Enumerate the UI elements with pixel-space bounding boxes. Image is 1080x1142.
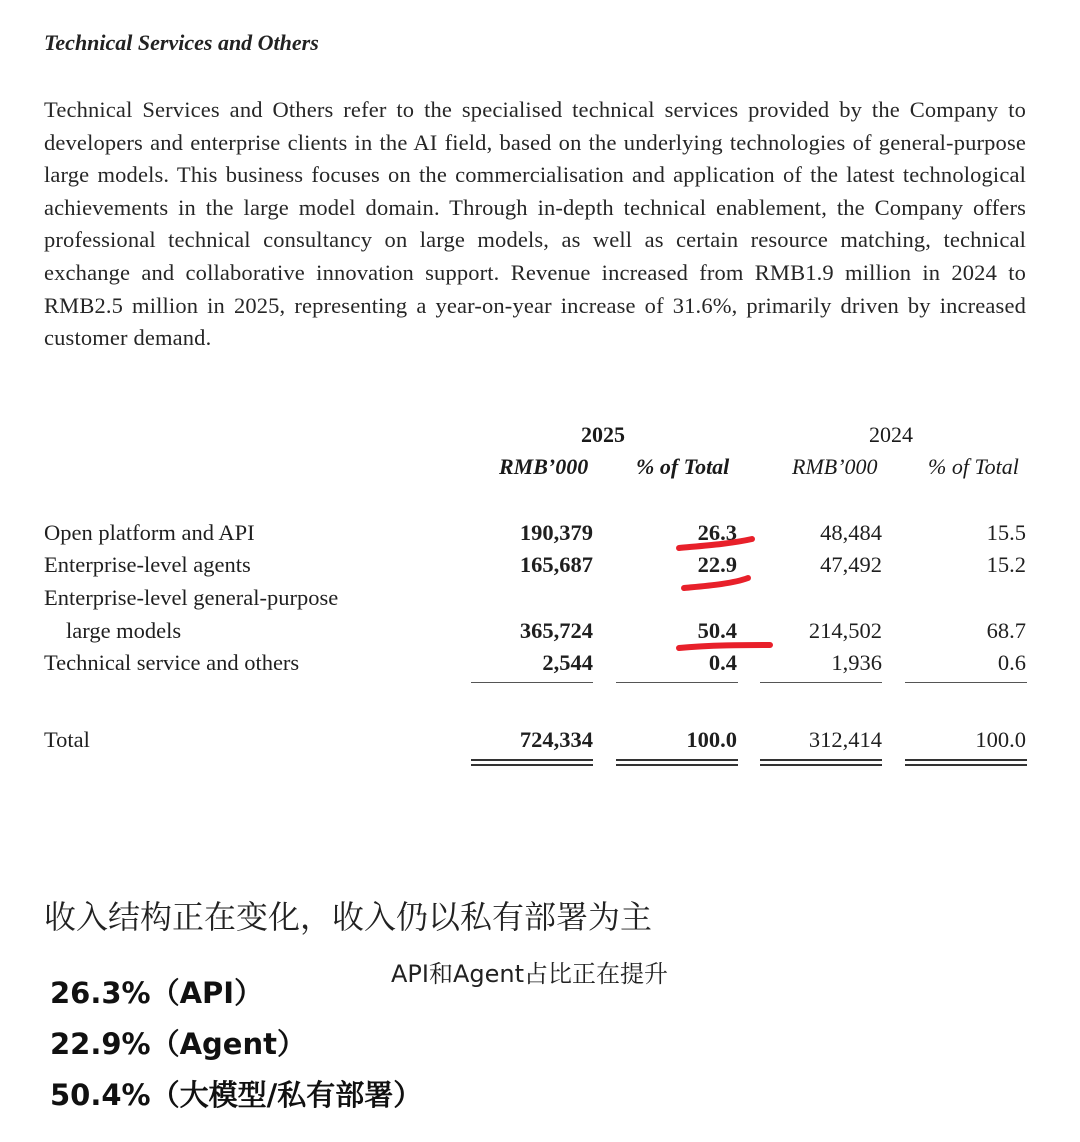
header-pct-2024: % of Total: [928, 454, 1019, 479]
row-label: Open platform and API: [44, 520, 255, 545]
cell-pct-2024: 15.2: [986, 552, 1026, 577]
section-paragraph: Technical Services and Others refer to the specialised technical services provided by the Company to developers and enterprise clients in the AI field, based on the underlying technologies of general-purpose large models. This business focuses on the commercialisation and application of the latest technological achievements in the large model domain. Through in-depth technical enablement, the Company offers professional technical consultancy on large models, as well as certain resource matching, technical exchange and collaborative innovation support. Revenue increased from RMB1.9 million in 2024 to RMB2.5 million in 2025, representing a year-on-year increase of 31.6%, primarily driven by increased customer demand.: [44, 97, 1026, 351]
cell-rmb-2024: 47,492: [820, 552, 882, 577]
annotation-note: API和Agent占比正在提升: [391, 960, 669, 988]
total-rmb-2024: 312,414: [808, 727, 882, 752]
header-year-2024: 2024: [869, 422, 913, 447]
total-pct-2024: 100.0: [975, 727, 1026, 752]
total-pct-2025: 100.0: [686, 727, 737, 752]
header-pct-2025: % of Total: [636, 454, 730, 479]
header-year-2025: 2025: [581, 422, 625, 447]
row-label-continued: large models: [66, 618, 182, 643]
cell-rmb-2025: 190,379: [519, 520, 593, 545]
header-rmb-2024: RMB’000: [792, 454, 878, 479]
red-underline-mark: [679, 539, 752, 548]
cell-rmb-2024: 214,502: [808, 618, 882, 643]
cell-pct-2024: 68.7: [986, 618, 1026, 643]
cell-pct-2024: 0.6: [997, 650, 1026, 675]
cell-rmb-2025: 2,544: [542, 650, 593, 675]
annotation-item: 26.3%（API）: [50, 976, 264, 1010]
cell-pct-2025: 50.4: [697, 618, 737, 643]
section-heading: Technical Services and Others: [44, 30, 319, 55]
annotation-title: 收入结构正在变化，收入仍以私有部署为主: [44, 898, 653, 936]
cell-rmb-2025: 365,724: [519, 618, 593, 643]
cell-rmb-2024: 48,484: [820, 520, 882, 545]
red-underline-mark: [684, 578, 748, 588]
red-underline-mark: [679, 645, 770, 648]
cell-pct-2024: 15.5: [986, 520, 1026, 545]
row-label: Enterprise-level agents: [44, 552, 251, 577]
row-label: Technical service and others: [44, 650, 300, 675]
cell-pct-2025: 22.9: [697, 552, 737, 577]
annotation-item: 22.9%（Agent）: [50, 1027, 306, 1061]
header-rmb-2025: RMB’000: [499, 454, 589, 479]
cell-pct-2025: 0.4: [708, 650, 737, 675]
cell-rmb-2024: 1,936: [831, 650, 882, 675]
total-rmb-2025: 724,334: [519, 727, 593, 752]
total-label: Total: [44, 727, 90, 752]
cell-pct-2025: 26.3: [697, 520, 737, 545]
cell-rmb-2025: 165,687: [519, 552, 593, 577]
row-label: Enterprise-level general-purpose: [44, 585, 339, 610]
annotation-item: 50.4%（大模型/私有部署）: [50, 1078, 423, 1112]
